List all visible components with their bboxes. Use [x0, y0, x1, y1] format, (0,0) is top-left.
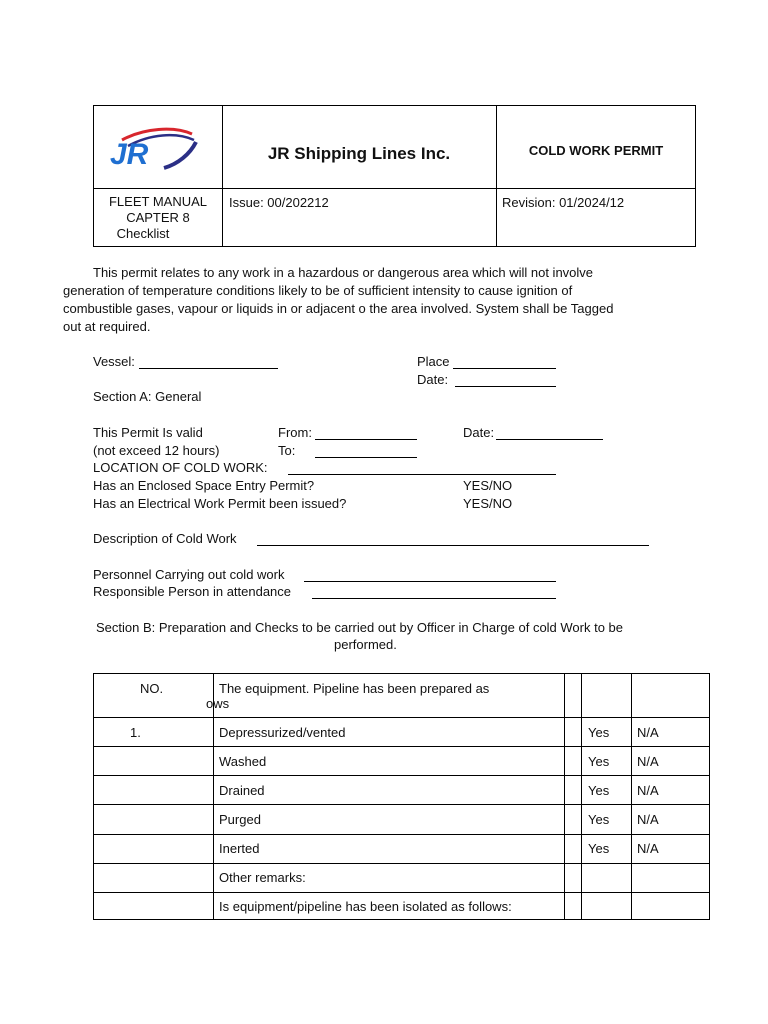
column-header-equipment-cont — [206, 696, 254, 711]
fleet-line: FLEET MANUAL — [108, 194, 207, 209]
table-divider — [94, 804, 709, 805]
enclosed-space-question: Has an Enclosed Space Entry Permit? — [93, 478, 315, 493]
table-divider — [94, 717, 709, 718]
electrical-permit-question: Has an Electrical Work Permit been issued? — [93, 496, 347, 511]
section-b-heading-cont: performed. — [334, 637, 397, 652]
description-field[interactable] — [257, 545, 649, 546]
personnel-field[interactable] — [304, 581, 556, 582]
vessel-label: Vessel: — [93, 354, 135, 369]
description-label: Description of Cold Work — [93, 531, 237, 546]
date-field[interactable] — [455, 386, 556, 387]
yes-option[interactable]: Yes — [588, 725, 610, 740]
location-label: LOCATION OF COLD WORK: — [93, 460, 268, 475]
table-divider — [564, 674, 565, 919]
svg-text:JR: JR — [110, 138, 149, 171]
header-divider — [496, 106, 497, 246]
yes-option[interactable]: Yes — [588, 841, 610, 856]
table-divider — [581, 674, 582, 919]
table-divider — [94, 892, 709, 893]
to-label: To: — [278, 443, 296, 458]
responsible-field[interactable] — [312, 598, 556, 599]
fleet-line: Checklist — [116, 226, 170, 241]
table-divider — [94, 775, 709, 776]
permit-valid-label: This Permit Is valid — [93, 425, 203, 440]
yes-option[interactable]: Yes — [588, 783, 610, 798]
na-option[interactable]: N/A — [637, 725, 659, 740]
responsible-label: Responsible Person in attendance — [93, 584, 292, 599]
intro-line: generation of temperature conditions likely to be of sufficient intensity to cause ignition of — [63, 283, 573, 298]
intro-line: This permit relates to any work in a hazardous or dangerous area which will not involve — [93, 265, 594, 280]
na-option[interactable]: N/A — [637, 754, 659, 769]
to-field[interactable] — [315, 457, 417, 458]
table-divider — [94, 834, 709, 835]
place-label: Place — [417, 354, 450, 369]
column-header-equipment: The equipment. Pipeline has been prepared as — [219, 681, 490, 696]
column-header-no: NO. — [140, 681, 164, 696]
section-a-heading: Section A: General — [93, 389, 202, 404]
yes-option[interactable]: Yes — [588, 812, 610, 827]
valid-date-label: Date: — [463, 425, 495, 440]
na-option[interactable]: N/A — [637, 812, 659, 827]
not-exceed-note: (not exceed 12 hours) — [93, 443, 220, 458]
personnel-label: Personnel Carrying out cold work — [93, 567, 285, 582]
table-divider — [631, 674, 632, 919]
fleet-line: CAPTER 8 — [126, 210, 190, 225]
header-divider — [94, 188, 695, 189]
place-field[interactable] — [453, 368, 556, 369]
location-field[interactable] — [288, 474, 556, 475]
header-table — [93, 105, 696, 247]
jr-logo-icon — [104, 124, 200, 176]
company-name: JR Shipping Lines Inc. — [267, 144, 451, 163]
checklist-item: Purged — [219, 812, 261, 827]
electrical-permit-answer[interactable]: YES/NO — [463, 496, 513, 511]
enclosed-space-answer[interactable]: YES/NO — [463, 478, 513, 493]
checklist-item: Other remarks: — [219, 870, 306, 885]
from-label: From: — [278, 425, 312, 440]
na-option[interactable]: N/A — [637, 841, 659, 856]
date-label: Date: — [417, 372, 449, 387]
intro-line: combustible gases, vapour or liquids in or adjacent o the area involved. System shall be Tagged — [63, 301, 614, 316]
company-logo — [104, 124, 200, 176]
checklist-item: Is equipment/pipeline has been isolated as follows: — [219, 899, 512, 914]
from-field[interactable] — [315, 439, 417, 440]
table-divider — [94, 863, 709, 864]
intro-line: out at required. — [63, 319, 151, 334]
table-divider — [94, 746, 709, 747]
valid-date-field[interactable] — [496, 439, 603, 440]
permit-title: COLD WORK PERMIT — [528, 143, 664, 158]
row-number: 1. — [130, 725, 141, 740]
yes-option[interactable]: Yes — [588, 754, 610, 769]
na-option[interactable]: N/A — [637, 783, 659, 798]
checklist-table — [93, 673, 710, 920]
revision-number: Revision: 01/2024/12 — [502, 195, 625, 210]
checklist-item: Depressurized/vented — [219, 725, 346, 740]
header-text-fragment: ows — [206, 696, 230, 711]
checklist-item: Inerted — [219, 841, 260, 856]
fleet-manual-label — [94, 194, 222, 242]
section-b-heading: Section B: Preparation and Checks to be carried out by Officer in Charge of cold Work to be — [96, 620, 624, 635]
checklist-item: Drained — [219, 783, 265, 798]
checklist-item: Washed — [219, 754, 267, 769]
vessel-field[interactable] — [139, 368, 278, 369]
issue-number: Issue: 00/202212 — [229, 195, 329, 210]
header-divider — [222, 106, 223, 246]
